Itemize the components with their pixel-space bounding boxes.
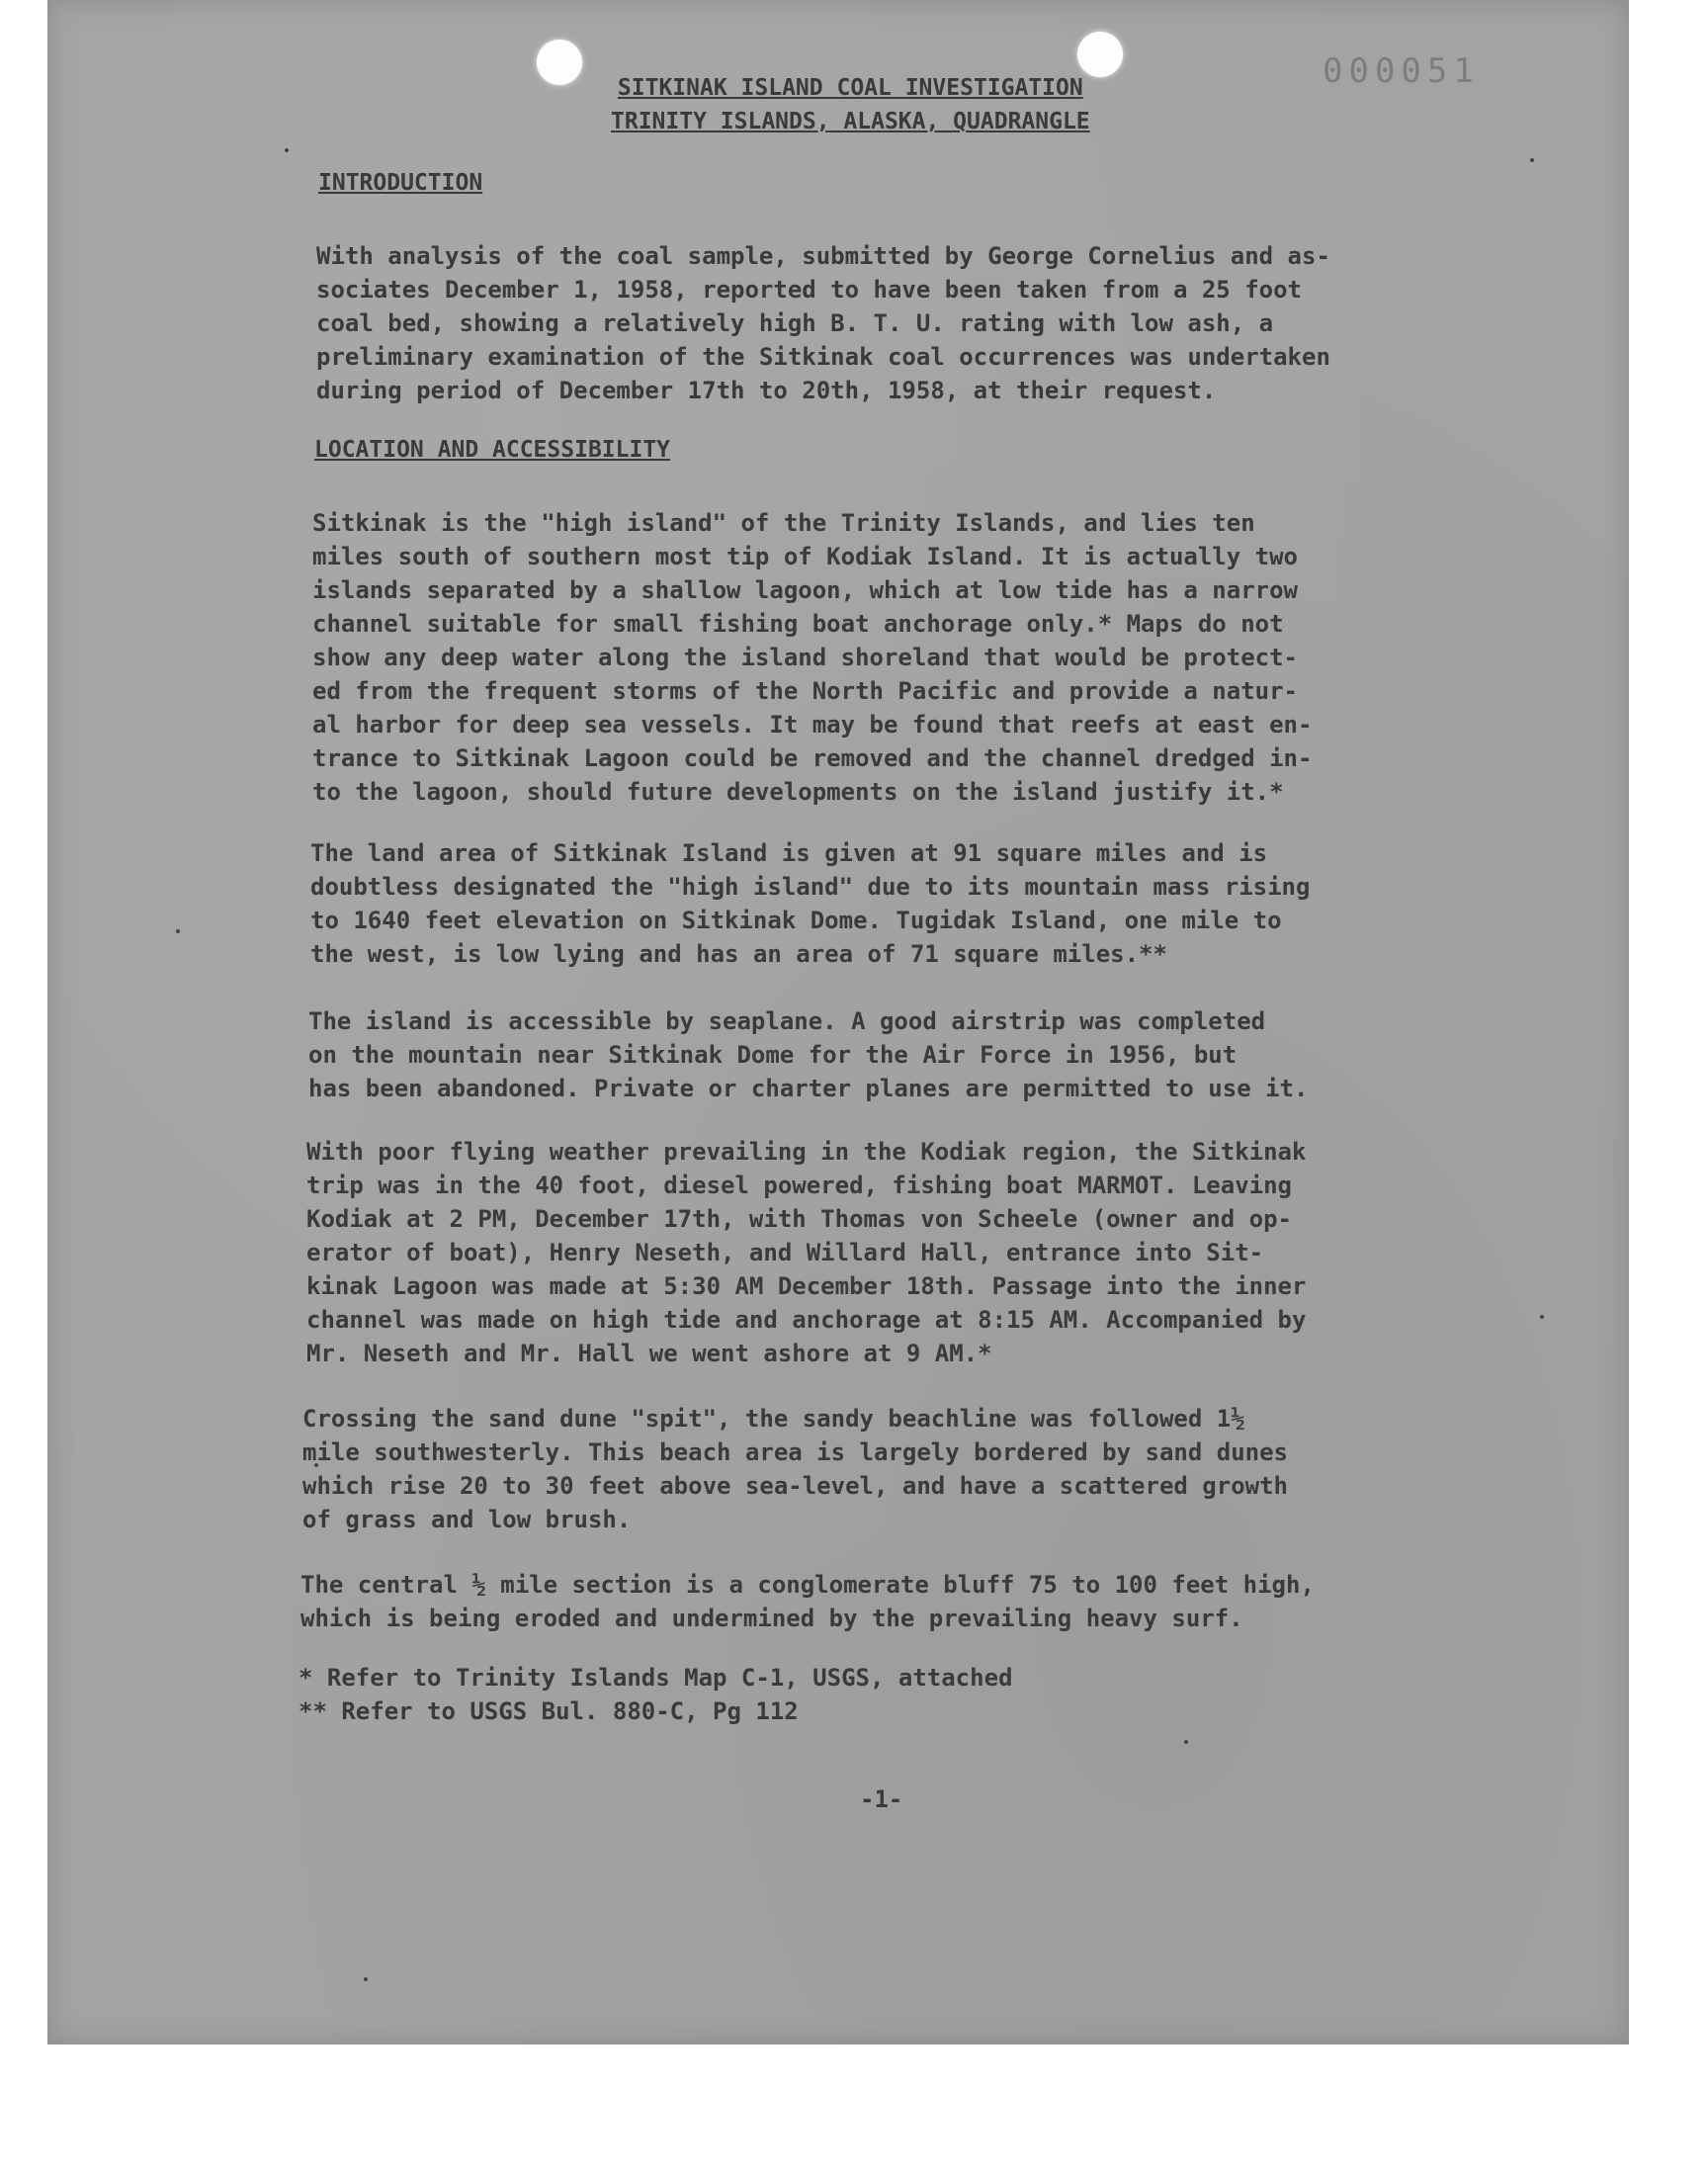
heading-introduction: INTRODUCTION [318,170,483,196]
document-title [611,71,1090,138]
text-line: channel was made on high tide and anchorage at 8:15 AM. Accompanied by [306,1306,1307,1334]
text-line: mile southwesterly. This beach area is largely bordered by sand dunes [302,1438,1288,1466]
text-line: erator of boat), Henry Neseth, and Willard Hall, entrance into Sit- [306,1239,1264,1266]
paragraph-location-3 [308,1004,1308,1105]
text-line: miles south of southern most tip of Kodiak Island. It is actually two [312,543,1298,570]
text-line: which rise 20 to 30 feet above sea-level, and have a scattered growth [302,1472,1288,1500]
text-line: al harbor for deep sea vessels. It may be found that reefs at east en- [312,711,1313,739]
text-line: the west, is low lying and has an area of 71 square miles.** [310,940,1167,968]
document-content [47,0,1629,2044]
paragraph-location-6 [300,1568,1315,1635]
text-line: Crossing the sand dune "spit", the sandy beachline was followed 1½ [302,1405,1245,1433]
text-line: Kodiak at 2 PM, December 17th, with Thomas von Scheele (owner and op- [306,1205,1292,1233]
paragraph-location-5 [302,1402,1288,1536]
text-line: trance to Sitkinak Lagoon could be removed and the channel dredged in- [312,744,1313,772]
text-line: With poor flying weather prevailing in the Kodiak region, the Sitkinak [306,1138,1307,1166]
text-line: during period of December 17th to 20th, 1958, at their request. [316,377,1217,404]
text-line: islands separated by a shallow lagoon, which at low tide has a narrow [312,576,1298,604]
text-line: doubtless designated the "high island" due to its mountain mass rising [310,873,1311,901]
paragraph-location-2 [310,836,1310,971]
text-line: which is being eroded and undermined by the prevailing heavy surf. [300,1605,1243,1632]
text-line: The island is accessible by seaplane. A good airstrip was completed [308,1007,1266,1035]
text-line: show any deep water along the island shoreland that would be protect- [312,644,1298,671]
text-line: channel suitable for small fishing boat anchorage only.* Maps do not [312,610,1284,638]
text-line: trip was in the 40 foot, diesel powered, fishing boat MARMOT. Leaving [306,1172,1292,1199]
footnotes [299,1661,1012,1728]
text-line: coal bed, showing a relatively high B. T. U. rating with low ash, a [316,309,1274,337]
title-line-2: TRINITY ISLANDS, ALASKA, QUADRANGLE [611,109,1090,134]
heading-location: LOCATION AND ACCESSIBILITY [314,437,671,463]
footnote: ** Refer to USGS Bul. 880-C, Pg 112 [299,1697,799,1725]
text-line: Mr. Neseth and Mr. Hall we went ashore at 9 AM.* [306,1340,992,1367]
title-line-1: SITKINAK ISLAND COAL INVESTIGATION [617,75,1083,101]
text-line: to the lagoon, should future developments on the island justify it.* [312,778,1284,806]
text-line: With analysis of the coal sample, submitted by George Cornelius and as- [316,242,1330,270]
paragraph-location-1 [312,506,1312,809]
page-number: -1- [860,1785,903,1813]
paragraph-location-4 [306,1135,1306,1370]
paragraph-introduction [316,239,1330,407]
text-line: to 1640 feet elevation on Sitkinak Dome. Tugidak Island, one mile to [310,907,1282,934]
text-line: on the mountain near Sitkinak Dome for the Air Force in 1956, but [308,1041,1238,1069]
text-line: sociates December 1, 1958, reported to have been taken from a 25 foot [316,276,1302,304]
text-line: preliminary examination of the Sitkinak coal occurrences was undertaken [316,343,1330,371]
text-line: The land area of Sitkinak Island is given at 91 square miles and is [310,839,1268,867]
document-sheet [47,0,1629,2044]
text-line: The central ½ mile section is a conglomerate bluff 75 to 100 feet high, [300,1571,1315,1599]
text-line: kinak Lagoon was made at 5:30 AM December 18th. Passage into the inner [306,1272,1307,1300]
text-line: Sitkinak is the "high island" of the Trinity Islands, and lies ten [312,509,1255,537]
text-line: has been abandoned. Private or charter planes are permitted to use it. [308,1075,1309,1102]
text-line: of grass and low brush. [302,1506,632,1533]
text-line: ed from the frequent storms of the North Pacific and provide a natur- [312,677,1298,705]
footnote: * Refer to Trinity Islands Map C-1, USGS, attached [299,1664,1013,1692]
stamp-number: 000051 [1323,51,1480,91]
